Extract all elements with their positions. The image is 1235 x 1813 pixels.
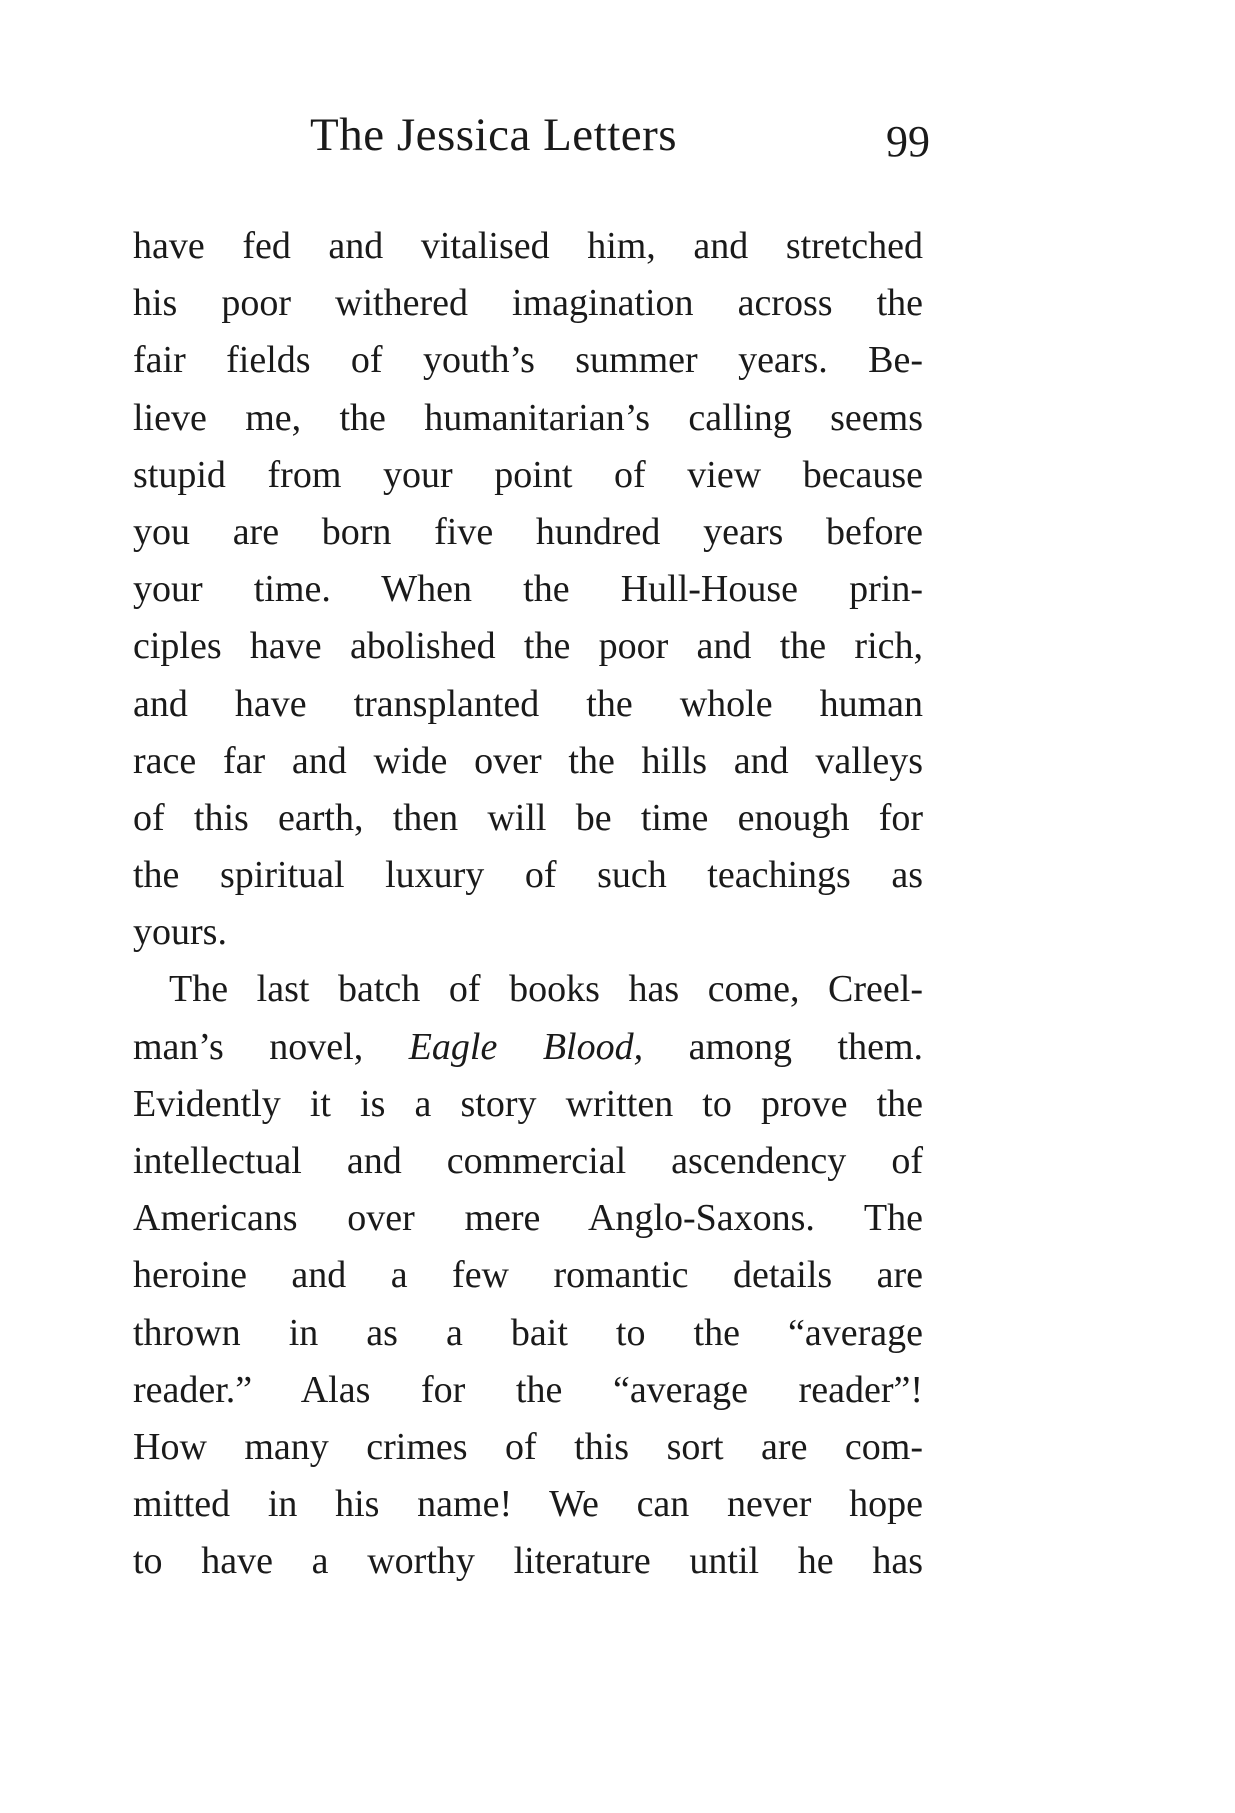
text-line: mitted in his name! We can never hope xyxy=(133,1483,923,1526)
text-line: you are born five hundred years before xyxy=(133,510,923,553)
text-line: lieve me, the humanitarian’s calling seems xyxy=(133,396,923,439)
text-line: thrown in as a bait to the “average xyxy=(133,1311,923,1354)
text-line: his poor withered imagination across the xyxy=(133,282,923,325)
text-line: heroine and a few romantic details are xyxy=(133,1254,923,1297)
text-line-with-italic-title xyxy=(133,1019,923,1076)
text-line: have fed and vitalised him, and stretched xyxy=(133,225,923,267)
text-line: Americans over mere Anglo-Saxons. The xyxy=(133,1197,923,1240)
running-title: The Jessica Letters xyxy=(310,109,678,161)
text-line: race far and wide over the hills and valleys xyxy=(133,739,923,782)
text-line: ciples have abolished the poor and the rich, xyxy=(133,625,923,668)
running-head xyxy=(310,108,930,168)
paragraph-last-line: yours. xyxy=(133,911,227,954)
paragraph-first-line: The last batch of books has come, Creel- xyxy=(169,968,923,1011)
text-line: of this earth, then will be time enough for xyxy=(133,796,923,839)
text-line: Evidently it is a story written to prove the xyxy=(133,1082,923,1125)
text-segment: man’s novel, xyxy=(133,1025,364,1068)
page-number: 99 xyxy=(886,117,930,166)
book-title-italic: Eagle Blood, xyxy=(408,1025,644,1068)
text-line: to have a worthy literature until he has xyxy=(133,1540,923,1583)
text-line: reader.” Alas for the “average reader”! xyxy=(133,1368,923,1411)
text-segment: among them. xyxy=(688,1025,924,1068)
body-text xyxy=(133,218,923,1591)
text-line: your time. When the Hull-House prin- xyxy=(133,568,923,611)
text-line: stupid from your point of view because xyxy=(133,453,923,496)
text-line: and have transplanted the whole human xyxy=(133,682,923,725)
text-line: intellectual and commercial ascendency of xyxy=(133,1140,923,1182)
text-line: How many crimes of this sort are com- xyxy=(133,1425,923,1468)
text-line: fair fields of youth’s summer years. Be- xyxy=(133,339,923,382)
text-line: the spiritual luxury of such teachings as xyxy=(133,854,923,897)
